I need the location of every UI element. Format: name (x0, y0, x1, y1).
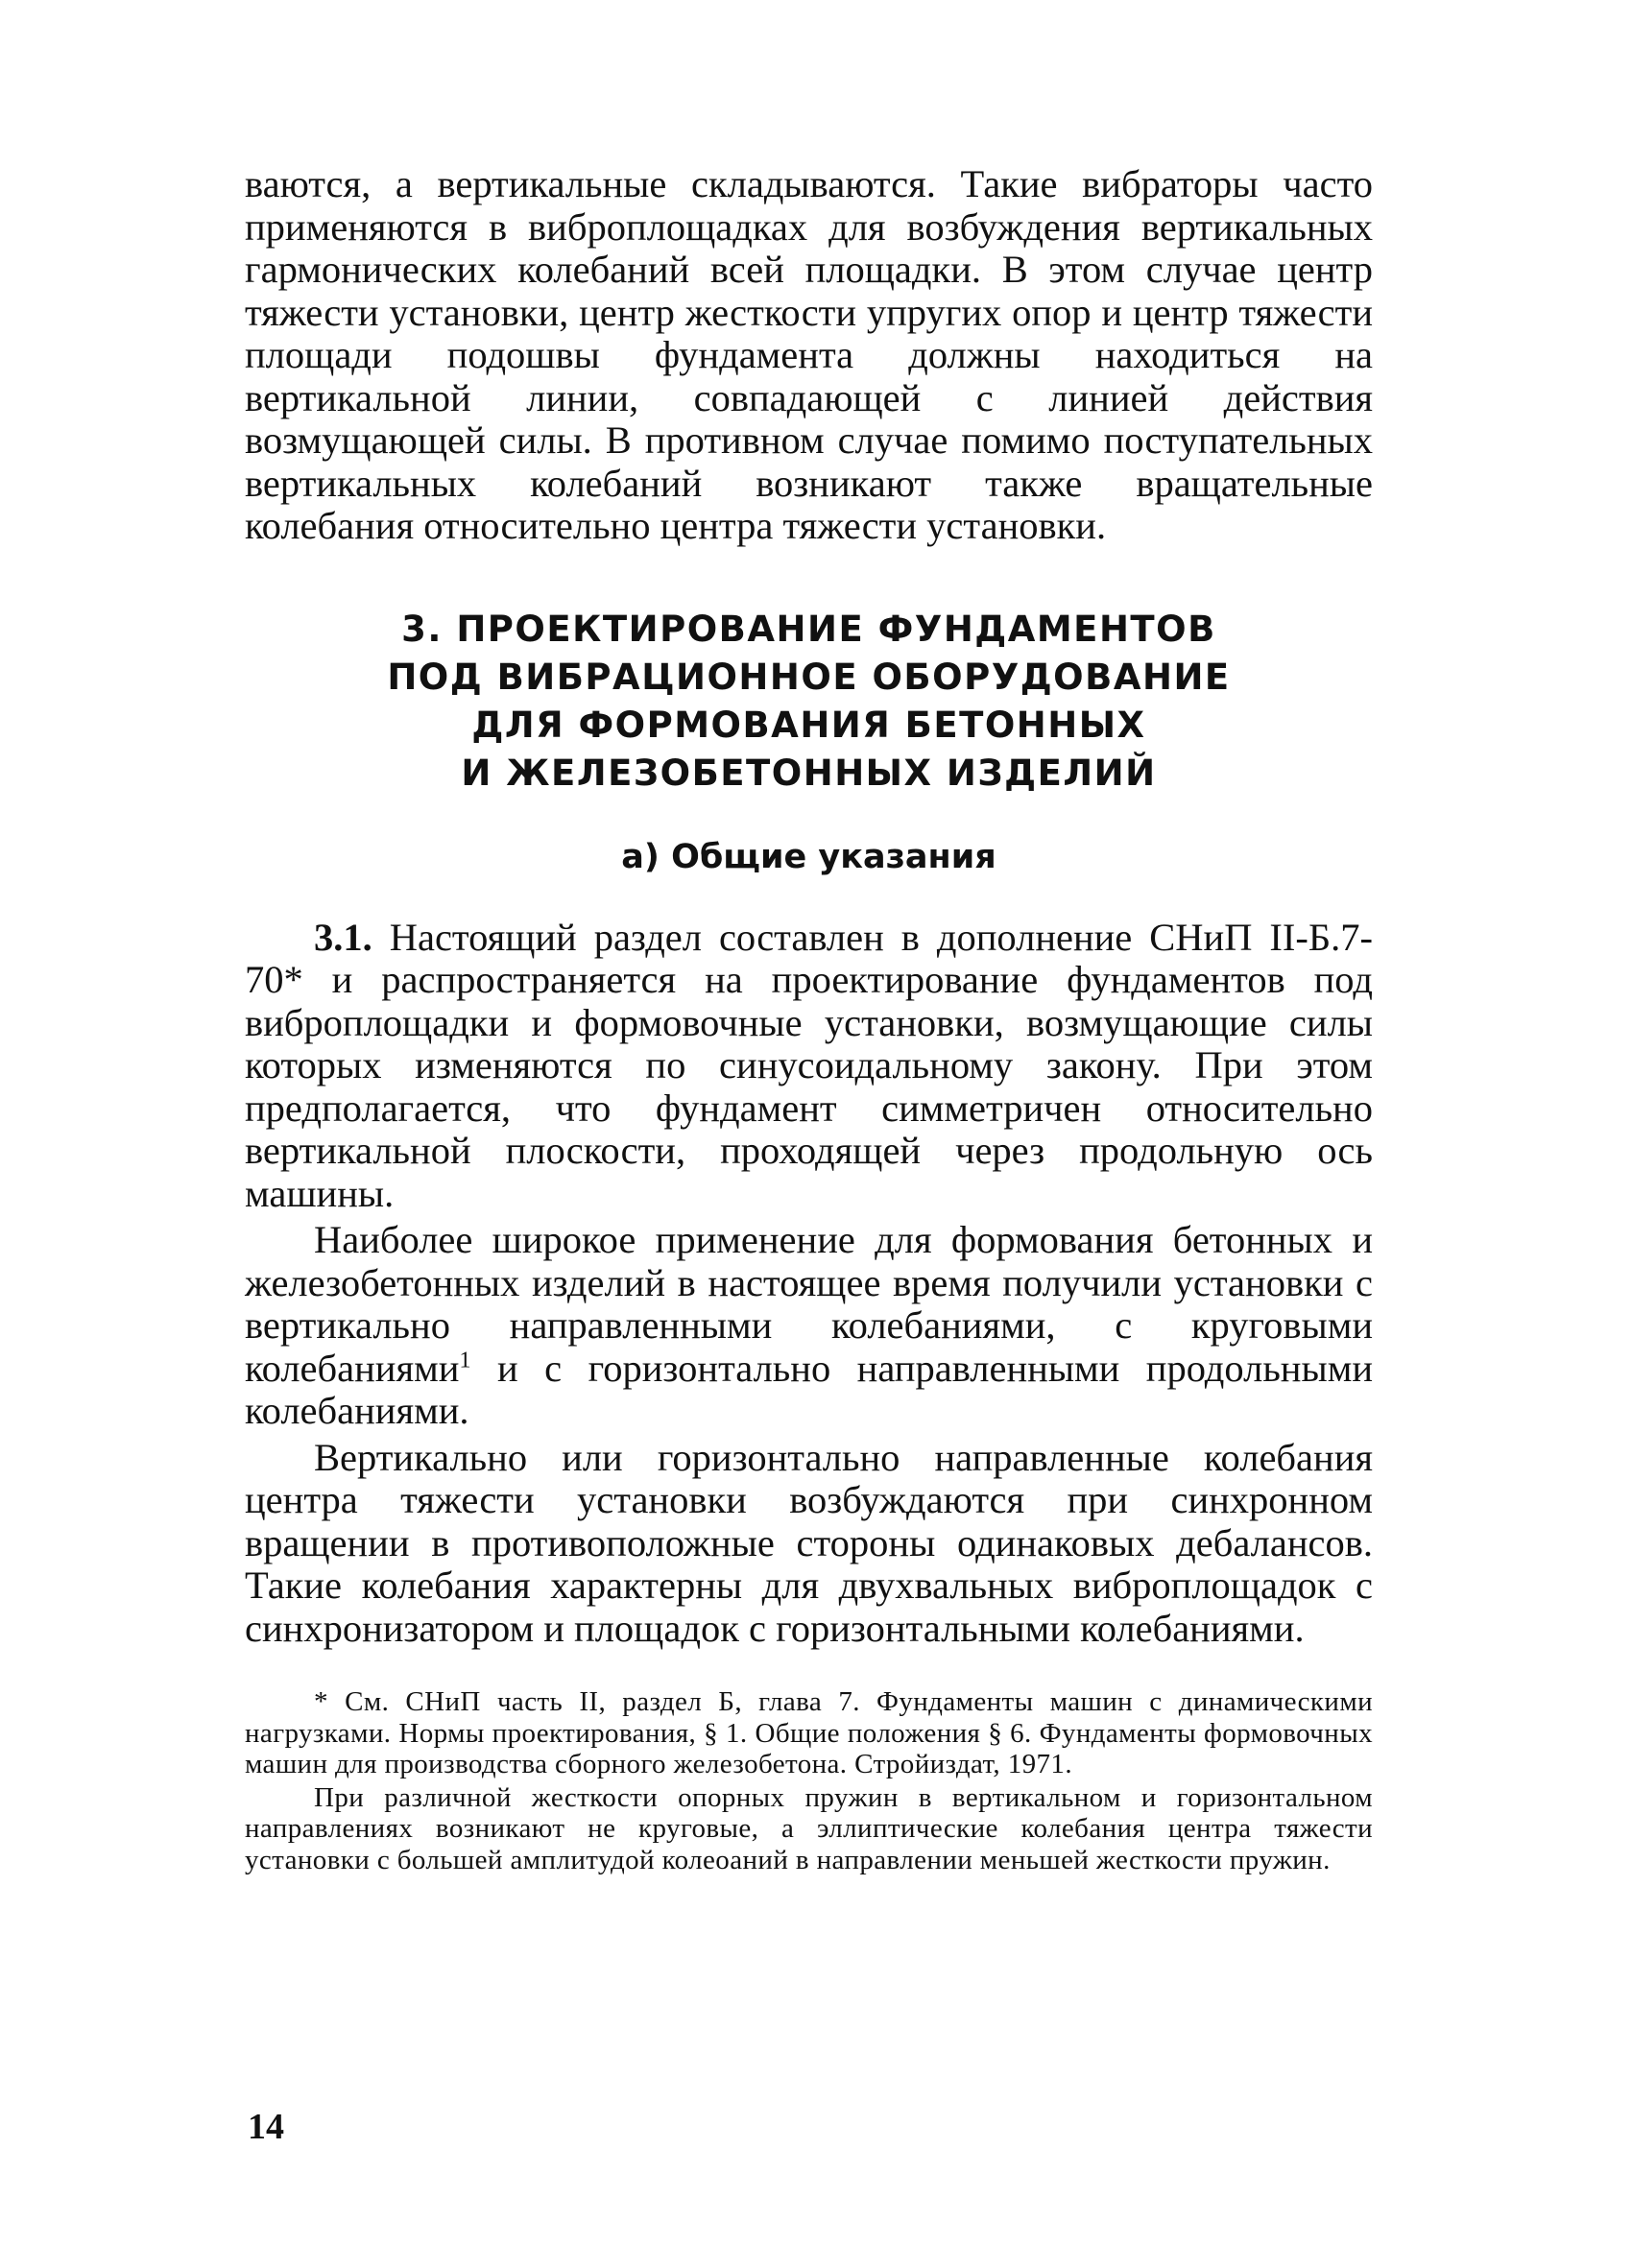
page-number: 14 (248, 2107, 284, 2147)
paragraph-vibration-types (245, 1219, 1373, 1433)
page-content (245, 163, 1373, 1875)
paragraph-text-before-ref: Наиболее широкое применение для формования бетонных и железобетонных изделий в настоящее время получили установки с вертикально направленными колебаниями, с круговыми колебаниями (245, 1218, 1373, 1390)
footnote-snip: * См. СНиП часть II, раздел Б, глава 7. Фундаменты машин с динамическими нагрузками. Нормы проектирования, § 1. Общие положения § 6. Фундаменты формовочных машин для производства сборного железобетона. Стройиздат, 1971. (245, 1686, 1373, 1779)
footnote-reference: 1 (459, 1347, 471, 1373)
intro-paragraph: ваются, а вертикальные складываются. Такие вибраторы часто применяются в виброплощадках для возбуждения вертикальных гармонических колебаний всей площадки. В этом случае центр тяжести установки, центр жесткости упругих опор и центр тяжести площади подошвы фундамента должны находиться на вертикальной линии, совпадающей с линией действия возмущающей силы. В противном случае помимо поступательных вертикальных колебаний возникают также вращательные колебания относительно центра тяжести установки. (245, 162, 1373, 547)
footnotes (245, 1686, 1373, 1875)
paragraph-synchronous-rotation: Вертикально или горизонтально направленные колебания центра тяжести установки возбуждаются при синхронном вращении в противоположные стороны одинаковых дебалансов. Такие колебания характерны для двухвальных виброплощадок с синхронизатором и площадок с горизонтальными колебаниями. (245, 1435, 1373, 1650)
subsection-title: а) Общие указания (621, 837, 996, 876)
paragraph-3-1 (245, 917, 1373, 1216)
paragraph-number: 3.1. (314, 915, 372, 959)
paragraph-text-after-ref: и с горизонтально направленными продольными колебаниями. (245, 1346, 1373, 1432)
paragraph-3-1-text: Настоящий раздел составлен в дополнение СНиП II-Б.7-70* и распространяется на проектирование фундаментов под виброплощадки и формовочные установки, возмущающие силы которых изменяются по синусоидальному закону. При этом предполагается, что фундамент симметричен относительно вертикальной плоскости, проходящей через продольную ось машины. (245, 915, 1373, 1215)
section-title: 3. ПРОЕКТИРОВАНИЕ ФУНДАМЕНТОВ ПОД ВИБРАЦИОННОЕ ОБОРУДОВАНИЕ ДЛЯ ФОРМОВАНИЯ БЕТОННЫХ И ЖЕЛЕЗОБЕТОННЫХ ИЗДЕЛИЙ (387, 608, 1231, 794)
footnote-stiffness: При различной жесткости опорных пружин в вертикальном и горизонтальном направлениях возникают не круговые, а эллиптические колебания центра тяжести установки с большей амплитудой колеоаний в направлении меньшей жесткости пружин. (245, 1781, 1373, 1875)
